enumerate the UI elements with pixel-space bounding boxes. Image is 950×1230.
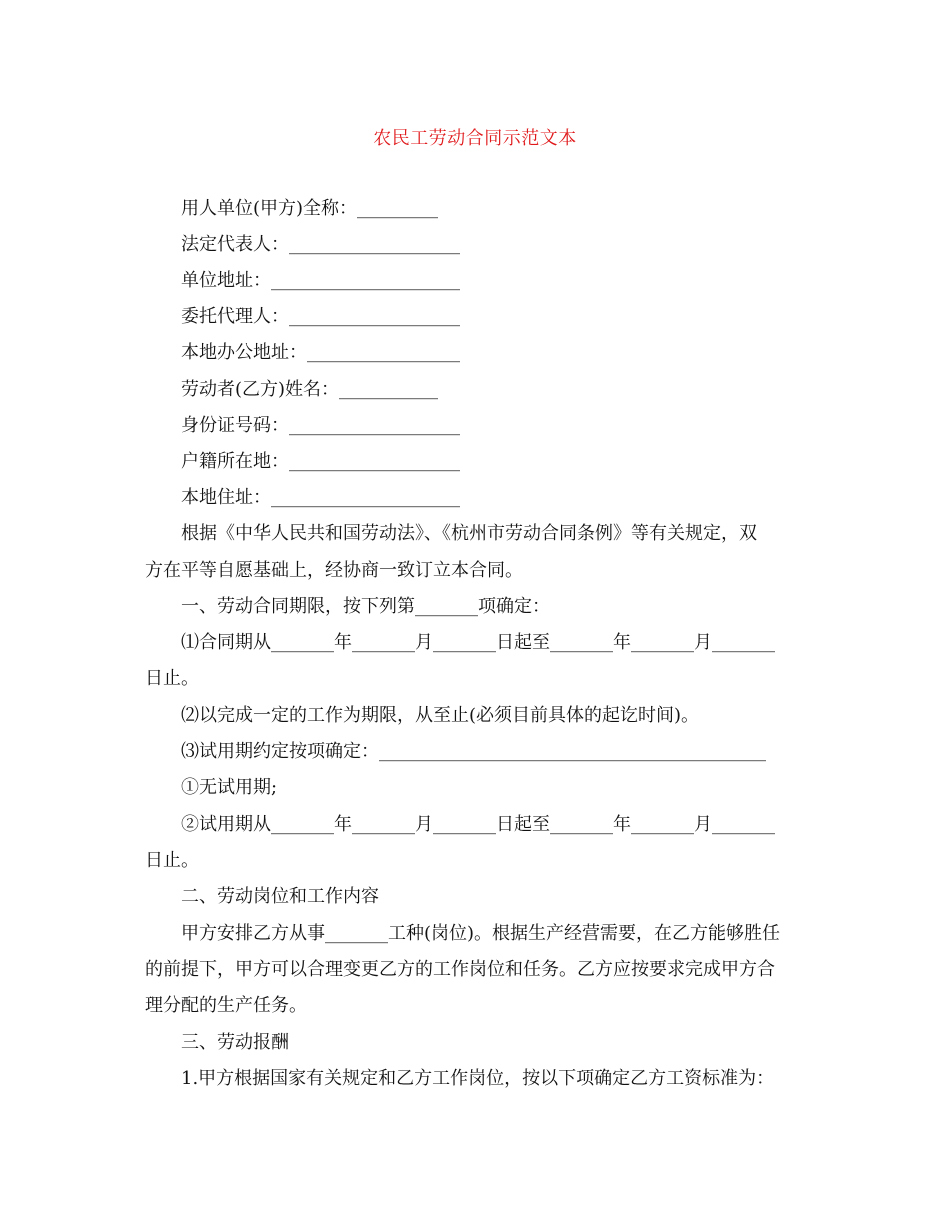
section-1-item-1: ⑴合同期从_______年_______月_______日起至_______年_______月_______ [181, 632, 775, 653]
section-1-item-3-option-2-cont: 日止。 [145, 850, 199, 871]
section-2-heading: 二、劳动岗位和工作内容 [181, 886, 379, 907]
section-1-item-3-option-1: ①无试用期; [181, 777, 278, 798]
section-1-heading: 一、劳动合同期限，按下列第_______项确定： [181, 596, 550, 617]
section-1-item-3: ⑶试用期约定按项确定：___________________________________________ [181, 741, 766, 762]
section-2-line-3: 理分配的生产任务。 [145, 995, 307, 1016]
field-local-office-address: 本地办公地址：_________________ [181, 342, 460, 363]
field-local-address: 本地住址：_____________________ [181, 487, 460, 508]
section-3-item-1: 1.甲方根据国家有关规定和乙方工作岗位，按以下项确定乙方工资标准为： [181, 1068, 775, 1089]
field-worker-name: 劳动者(乙方)姓名：___________ [181, 379, 439, 400]
field-id-number: 身份证号码：___________________ [181, 415, 460, 436]
section-2-line-2: 的前提下，甲方可以合理变更乙方的工作岗位和任务。乙方应按要求完成甲方合 [145, 959, 775, 980]
section-3-heading: 三、劳动报酬 [181, 1032, 289, 1053]
section-1-item-3-option-2: ②试用期从_______年_______月_______日起至_______年_______月_______ [181, 814, 775, 835]
preamble-line-1: 根据《中华人民共和国劳动法》、《杭州市劳动合同条例》等有关规定，双 [181, 523, 757, 544]
section-1-item-1-cont: 日止。 [145, 668, 199, 689]
field-household-registration: 户籍所在地：___________________ [181, 451, 460, 472]
field-authorized-agent: 委托代理人：___________________ [181, 306, 460, 327]
field-employer-name: 用人单位(甲方)全称：_________ [181, 198, 439, 219]
document-title: 农民工劳动合同示范文本 [373, 128, 577, 149]
section-1-item-2: ⑵以完成一定的工作为期限，从至止(必须目前具体的起讫时间)。 [181, 705, 700, 726]
field-employer-address: 单位地址：_____________________ [181, 270, 460, 291]
preamble-line-2: 方在平等自愿基础上，经协商一致订立本合同。 [145, 560, 523, 581]
field-legal-representative: 法定代表人：___________________ [181, 234, 460, 255]
section-2-line-1: 甲方安排乙方从事_______工种(岗位)。根据生产经营需要，在乙方能够胜任 [181, 923, 781, 944]
